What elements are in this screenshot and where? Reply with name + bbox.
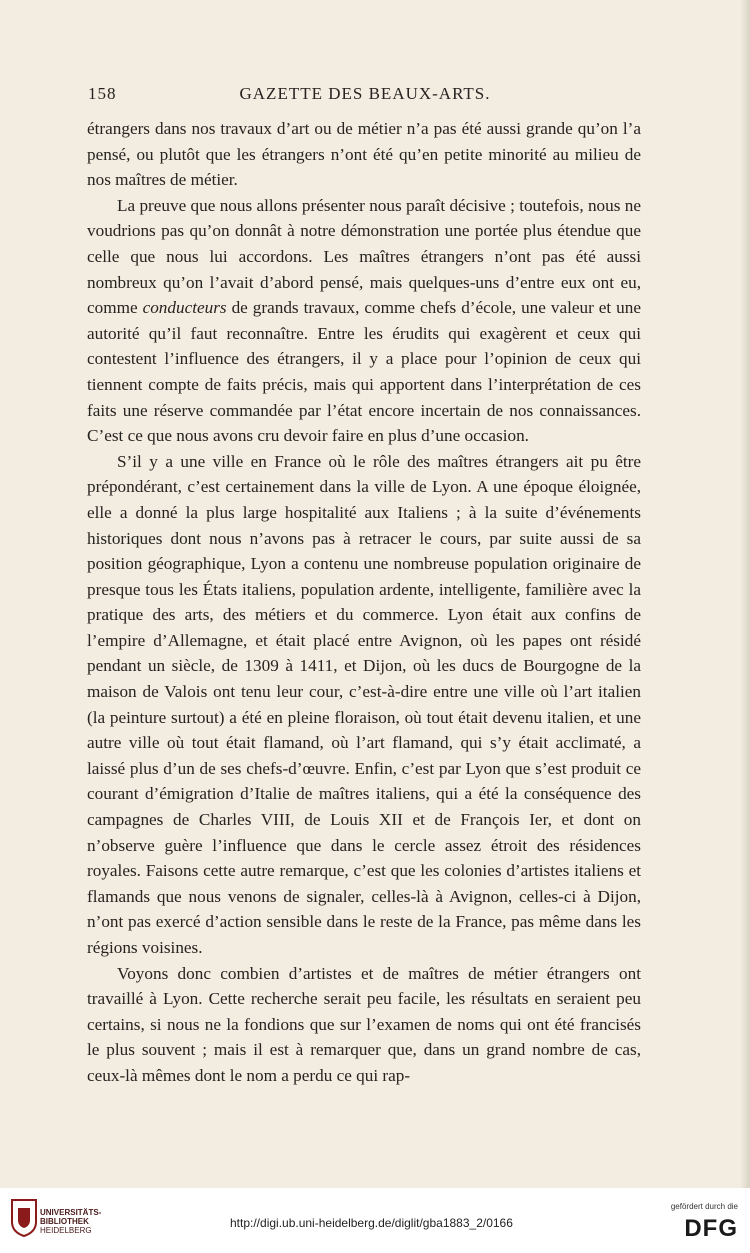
italic-term: conducteurs — [142, 298, 227, 318]
page-number: 158 — [88, 84, 117, 103]
funding-note: gefördert durch die — [670, 1202, 738, 1211]
dfg-logo: DFG — [684, 1215, 738, 1242]
university-seal-icon — [10, 1198, 38, 1243]
library-logo-text: UNIVERSITÄTS- BIBLIOTHEK HEIDELBERG — [40, 1208, 102, 1235]
paragraph: S’il y a une ville en France où le rôle des maîtres étrangers ait pu être prépondérant, c’est certainement dans la ville de Lyon. A une époque éloignée, elle a donné la plus large hospitalité aux Italiens ; à la suite d’événements historiques dont nous n’avons pas à retracer le cours, par suite aussi de sa position géographique, Lyon a contenu une nombreuse population originaire de presque tous les États italiens, population ardente, intelligente, familière avec la pratique des arts, des métiers et du commerce. Lyon était aux confins de l’empire d’Allemagne, et était placé entre Avignon, où les papes ont résidé pendant un siècle, de 1309 à 1411, et Dijon, où les ducs de Bourgogne de la maison de Valois ont tenu leur cour, c’est-à-dire entre une ville où l’art italien (la peinture surtout) a été en pleine floraison, où tout était devenu italien, et une autre ville où tout était flamand, où l’art flamand, qui s’y était acclimaté, a laissé plus d’un de ses chefs-d’œuvre. Enfin, c’est par Lyon que s’est produit ce courant d’émigration d’Italie de maîtres italiens, qui a été la conséquence des campagnes de Charles VIII, de Louis XII et de François Ier, et dont on n’observe guère l’influence que dans le cercle assez étroit des résidences royales. Faisons cette autre remarque, c’est que les colonies d’artistes italiens et flamands que nous venons de signaler, celles-là à Avignon, celles-ci à Dijon, n’ont pas exercé d’action sensible dans le reste de la France, pas même dans les régions voisines. — [87, 451, 641, 957]
running-title: GAZETTE DES BEAUX-ARTS. — [239, 84, 491, 103]
page-header — [88, 84, 642, 108]
paragraph: étrangers dans nos travaux d’art ou de métier n’a pas été aussi grande qu’on l’a pensé, ou plutôt que les étrangers n’ont été qu’en petite minorité au milieu de nos maîtres de métier. — [87, 119, 641, 190]
paragraph: La preuve que nous allons présenter nous paraît décisive ; toutefois, nous ne voudrions pas qu’on donnât à notre démonstration une portée plus étendue que celle que nous lui accordons. Les maîtres étrangers n’ont pas été aussi nombreux qu’on l’avait d’abord pensé, mais quelques-uns d’entre eux ont eu, comme conducteurs de grands travaux, comme chefs d’école, une valeur et une autorité qu’il faut reconnaître. Entre les érudits qui exagèrent et ceux qui contestent l’influence des étrangers, il y a place pour l’opinion de ceux qui tiennent compte de faits précis, mais qui apportent dans l’interprétation de ces faits une réserve commandée par l’état encore incertain de nos connaissances. C’est ce que nous avons cru devoir faire en plus d’une occasion. — [87, 195, 641, 446]
paragraph: Voyons donc combien d’artistes et de maîtres de métier étrangers ont travaillé à Lyon. Cette recherche serait peu facile, les résultats en seraient peu certains, si nous ne la fondions que sur l’examen de noms qui ont été francisés le plus souvent ; mais il est à remarquer que, dans un grand nombre de cas, ceux-là mêmes dont le nom a perdu ce qui rap- — [87, 963, 641, 1085]
permalink[interactable]: http://digi.ub.uni-heidelberg.de/diglit/gba1883_2/0166 — [230, 1216, 513, 1230]
footer-bar — [0, 1188, 750, 1253]
article-body — [87, 116, 641, 1089]
